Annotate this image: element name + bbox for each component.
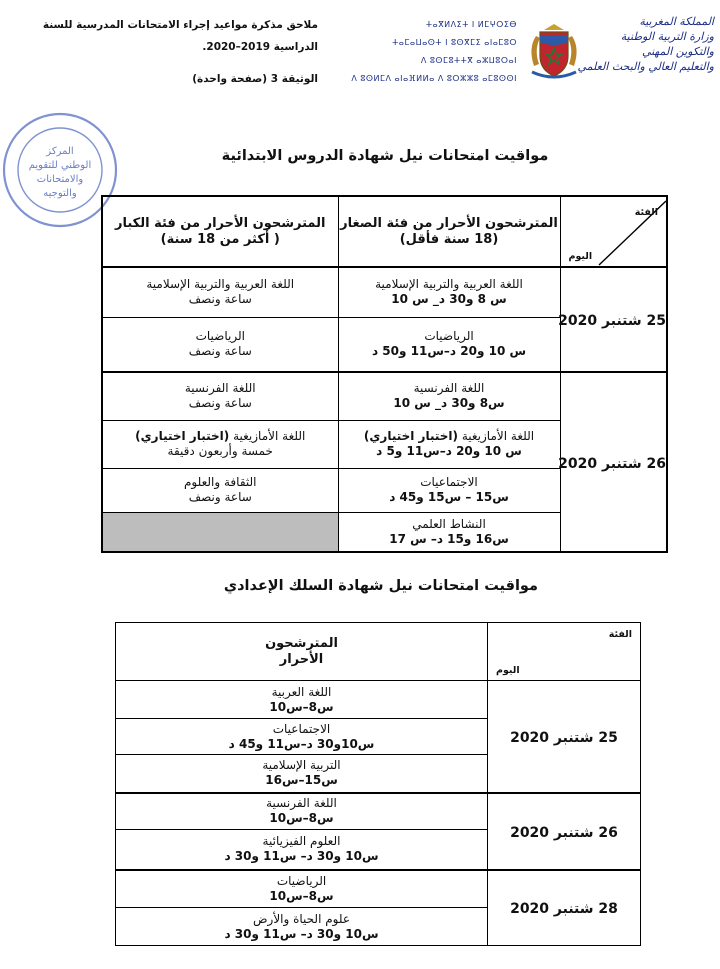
- day-label: اليوم: [496, 665, 520, 676]
- day-cell: [488, 681, 641, 793]
- table-row: [102, 267, 667, 317]
- subject: [103, 429, 338, 444]
- schedule-cell: [116, 830, 488, 870]
- schedule-cell: [116, 908, 488, 946]
- subject: اللغة الفرنسية: [266, 796, 337, 811]
- category-label: الفئة: [634, 207, 658, 218]
- free-candidates-title: المترشحون: [265, 635, 338, 651]
- schedule-cell: [116, 755, 488, 793]
- tifinagh-ministry-block: [351, 16, 517, 88]
- duration: خمسة وأربعون دقيقة: [167, 444, 273, 458]
- time-range: س15–س16: [265, 773, 338, 788]
- exam-date: 25 شتنبر 2020: [558, 313, 666, 329]
- schedule-cell: [116, 870, 488, 908]
- table-row: [116, 870, 641, 908]
- subject: اللغة العربية والتربية الإسلامية: [146, 277, 295, 292]
- time-range: س8–س10: [269, 699, 334, 714]
- optional-note: (اختبار اختياري): [363, 429, 459, 443]
- subject: الاجتماعيات: [420, 475, 478, 489]
- schedule-cell: [102, 420, 338, 468]
- category-label: الفئة: [608, 629, 632, 640]
- schedule-cell: [338, 317, 560, 372]
- table-row: [102, 372, 667, 420]
- time-range: س8–س10: [269, 888, 334, 903]
- subject: التربية الإسلامية: [262, 758, 341, 773]
- subject: الرياضيات: [276, 873, 327, 888]
- time-range: س 10 و20 د–س11 و5 د: [376, 444, 522, 458]
- schedule-cell: [116, 719, 488, 755]
- duration: ساعة ونصف: [188, 396, 252, 411]
- subject: الثقافة والعلوم: [184, 475, 257, 489]
- free-candidates-header: [116, 623, 488, 681]
- free-candidates-subtitle: الأحرار: [279, 651, 324, 667]
- time-range: س8–س10: [269, 811, 334, 826]
- annex-line: ملاحق مذكرة مواعيد إجراء الامتحانات المدرسية للسنة: [42, 19, 318, 31]
- subject: النشاط العلمي: [412, 516, 486, 531]
- subject: الاجتماعيات: [272, 721, 331, 736]
- time-range: س 8 و30 د_ س 10: [391, 292, 507, 307]
- stamp-text: المركز: [46, 146, 74, 157]
- ministry-line: المملكة المغربية: [639, 15, 714, 28]
- time-range: س10 و30 د– س11 و30 د: [224, 849, 379, 864]
- young-candidates-title: المترشحون الأحرار من فئة الصغار: [340, 215, 558, 231]
- day-cell: [560, 372, 667, 552]
- ministry-line: وزارة التربية الوطنية: [620, 30, 714, 43]
- subject: الرياضيات: [424, 329, 474, 344]
- young-candidates-header: [338, 196, 560, 267]
- schedule-cell: [102, 267, 338, 317]
- primary-schedule-table: [101, 195, 668, 553]
- schedule-cell: [338, 420, 560, 468]
- time-range: س15 – س15 و45 د: [389, 490, 509, 504]
- corner-cell: [560, 196, 667, 267]
- tifinagh-line: ⵜⴰⴳⵍⴷⵉⵜ ⵏ ⵍⵎⵖⵔⵉⴱ: [425, 20, 517, 29]
- exam-date: 26 شتنبر 2020: [510, 824, 618, 841]
- schedule-cell: [102, 372, 338, 420]
- subject: اللغة الفرنسية: [184, 381, 256, 396]
- schedule-cell: [338, 468, 560, 512]
- adult-candidates-title: المترشحون الأحرار من فئة الكبار: [114, 215, 326, 231]
- middle-school-exam-title: مواقيت امتحانات نيل شهادة السلك الإعدادي: [223, 578, 538, 594]
- duration: ساعة ونصف: [188, 490, 252, 504]
- subject-name: اللغة الأمازيغية: [458, 429, 535, 443]
- subject: اللغة الفرنسية: [413, 381, 485, 396]
- optional-note: (اختبار اختياري): [135, 429, 230, 443]
- schedule-cell: [338, 512, 560, 552]
- subject-name: اللغة الأمازيغية: [229, 429, 306, 443]
- subject: [339, 429, 560, 444]
- annex-line: الدراسية 2019–2020.: [202, 41, 318, 53]
- subject: علوم الحياة والأرض: [253, 911, 350, 926]
- tifinagh-line: ⴷ ⵓⵙⵍⵎⴷ ⴰⵏⴰⴼⵍⵍⴰ ⴷ ⵓⵔⵣⵣⵓ ⴰⵎⵓⵙⵙⵏ: [351, 74, 517, 83]
- schedule-cell: [116, 681, 488, 719]
- duration: ساعة ونصف: [188, 344, 252, 359]
- ministry-line: والتعليم العالي والبحث العلمي: [577, 60, 714, 73]
- exam-date: 25 شتنبر 2020: [510, 729, 618, 746]
- young-candidates-age: (18 سنة فأقل): [399, 231, 499, 247]
- stamp-text: والتوجيه: [43, 188, 77, 199]
- exam-date: 28 شتنبر 2020: [510, 901, 618, 918]
- tifinagh-line: ⴷ ⵓⵙⵎⵓⵜⵜⴳ ⴰⵣⵡⵓⵔⴰⵏ: [420, 56, 517, 65]
- middle-school-schedule-table: [115, 622, 641, 946]
- subject: اللغة العربية: [271, 684, 332, 699]
- day-cell: [488, 793, 641, 870]
- empty-shaded-cell: [102, 512, 338, 552]
- table-row: [116, 793, 641, 830]
- time-range: س 10 و20 د–س11 و50 د: [371, 344, 527, 359]
- day-cell: [560, 267, 667, 372]
- time-range: س16 و15 د– س 17: [389, 531, 509, 546]
- primary-exam-title: مواقيت امتحانات نيل شهادة الدروس الابتدائية: [221, 148, 549, 164]
- ministry-line: والتكوين المهني: [641, 45, 714, 58]
- stamp-text: الوطني للتقويم: [28, 160, 92, 171]
- schedule-cell: [338, 267, 560, 317]
- document-number: الوثيقة 3 (صفحة واحدة): [192, 73, 318, 85]
- time-range: س10و30 د–س11 و45 د: [228, 736, 375, 751]
- corner-cell: [488, 623, 641, 681]
- time-range: س10 و30 د– س11 و30 د: [224, 926, 379, 941]
- coat-of-arms-icon: [522, 22, 586, 80]
- time-range: س8 و30 د_ س 10: [393, 396, 505, 411]
- table-header-row: [102, 196, 667, 267]
- table-header-row: [116, 623, 641, 681]
- table-row: [116, 681, 641, 719]
- stamp-text: والامتحانات: [36, 174, 84, 185]
- annex-note: [42, 14, 318, 90]
- exam-date: 26 شتنبر 2020: [558, 455, 666, 472]
- subject: العلوم الفيزيائية: [262, 834, 341, 849]
- duration: ساعة ونصف: [188, 292, 252, 307]
- subject: اللغة العربية والتربية الإسلامية: [375, 277, 523, 292]
- ministry-name-block: [577, 14, 714, 74]
- subject: الرياضيات: [195, 329, 245, 344]
- day-cell: [488, 870, 641, 946]
- tifinagh-line: ⵜⴰⵎⴰⵡⴰⵙⵜ ⵏ ⵓⵙⴳⵎⵉ ⴰⵏⴰⵎⵓⵔ: [392, 38, 517, 47]
- schedule-cell: [102, 317, 338, 372]
- schedule-cell: [338, 372, 560, 420]
- adult-candidates-age: ( أكثر من 18 سنة): [160, 231, 280, 247]
- schedule-cell: [116, 793, 488, 830]
- day-label: اليوم: [568, 251, 593, 262]
- adult-candidates-header: [102, 196, 338, 267]
- schedule-cell: [102, 468, 338, 512]
